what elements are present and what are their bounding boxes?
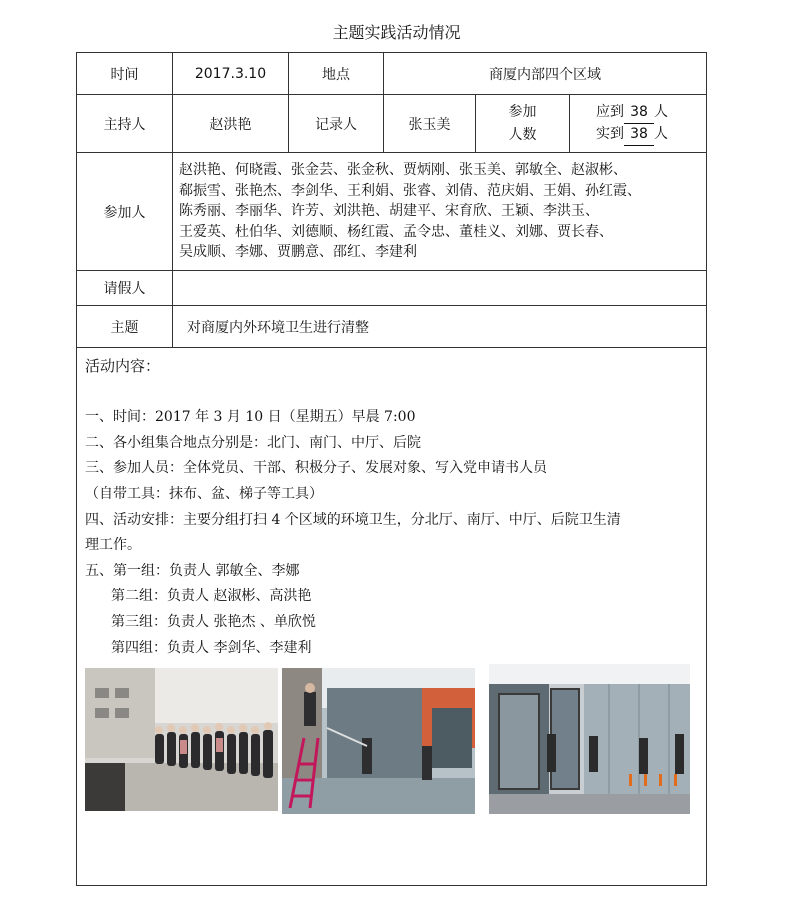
recorder-value: 张玉美 bbox=[384, 95, 476, 153]
attendees-line: 吴成顺、李娜、贾鹏意、邵红、李建利 bbox=[179, 244, 417, 261]
attendees-list bbox=[173, 153, 707, 271]
content-line: 理工作。 bbox=[85, 537, 141, 554]
attendees-line: 赵洪艳、何晓霞、张金芸、张金秋、贾炳刚、张玉美、郭敏全、赵淑彬、 bbox=[179, 162, 627, 179]
time-label: 时间 bbox=[77, 53, 173, 95]
group-line: 第三组：负责人 张艳杰 、单欣悦 bbox=[111, 613, 316, 630]
entrance-cleaning-photo bbox=[489, 664, 690, 814]
actual-unit: 人 bbox=[654, 125, 668, 142]
place-label: 地点 bbox=[289, 53, 384, 95]
recorder-label: 记录人 bbox=[289, 95, 384, 153]
expected-unit: 人 bbox=[654, 103, 668, 120]
host-label: 主持人 bbox=[77, 95, 173, 153]
participants-count-label bbox=[476, 95, 570, 153]
theme-label: 主题 bbox=[77, 306, 173, 348]
content-line: 二、各小组集合地点分别是：北门、南门、中厅、后院 bbox=[85, 434, 421, 451]
actual-count: 38 bbox=[624, 124, 654, 146]
attendees-line: 郗振雪、张艳杰、李剑华、王利娟、张睿、刘倩、范庆娟、王娟、孙红霞、 bbox=[179, 182, 641, 199]
activity-form bbox=[76, 52, 707, 886]
actual-row bbox=[596, 124, 706, 146]
group-line: 第二组：负责人 赵淑彬、高洪艳 bbox=[111, 588, 312, 605]
content-lines bbox=[85, 354, 621, 661]
attendees-line: 王爱英、杜伯华、刘德顺、杨红霞、孟令忠、董桂义、刘娜、贾长春、 bbox=[179, 223, 613, 240]
attendees-label: 参加人 bbox=[77, 153, 173, 271]
content-line: 一、时间：2017 年 3 月 10 日（星期五）早晨 7:00 bbox=[85, 409, 416, 426]
content-line: （自带工具：抹布、盆、梯子等工具） bbox=[85, 485, 323, 502]
photo-strip bbox=[85, 668, 695, 818]
content-line: 三、参加人员：全体党员、干部、积极分子、发展对象、写入党申请书人员 bbox=[85, 460, 547, 477]
leave-value bbox=[173, 271, 707, 306]
document-title: 主题实践活动情况 bbox=[332, 23, 461, 42]
content-line: 四、活动安排：主要分组打扫 4 个区域的环境卫生，分北厅、南厅、中厅、后院卫生清 bbox=[85, 511, 621, 528]
window-cleaning-photo bbox=[282, 668, 475, 814]
participants-count-label-line2: 人数 bbox=[508, 126, 537, 143]
date-value: 2017.3.10 bbox=[173, 53, 289, 95]
actual-prefix: 实到 bbox=[596, 125, 624, 142]
expected-count: 38 bbox=[624, 102, 654, 124]
host-value: 赵洪艳 bbox=[173, 95, 289, 153]
activity-content bbox=[77, 348, 707, 886]
expected-prefix: 应到 bbox=[596, 103, 624, 120]
group-gathering-photo bbox=[85, 668, 278, 811]
leave-label: 请假人 bbox=[77, 271, 173, 306]
content-line: 五、第一组：负责人 郭敏全、李娜 bbox=[85, 562, 300, 579]
theme-value: 对商厦内外环境卫生进行清整 bbox=[173, 306, 707, 348]
attendees-line: 陈秀丽、李丽华、许芳、刘洪艳、胡建平、宋育欣、王颖、李洪玉、 bbox=[179, 203, 599, 220]
group-line: 第四组：负责人 李剑华、李建利 bbox=[111, 639, 312, 656]
participants-count-label-line1: 参加 bbox=[508, 103, 537, 120]
attendance-counts bbox=[570, 95, 707, 153]
place-value: 商厦内部四个区域 bbox=[384, 53, 707, 95]
expected-row bbox=[596, 102, 706, 124]
blank-line bbox=[85, 380, 621, 406]
content-heading: 活动内容： bbox=[85, 357, 161, 375]
